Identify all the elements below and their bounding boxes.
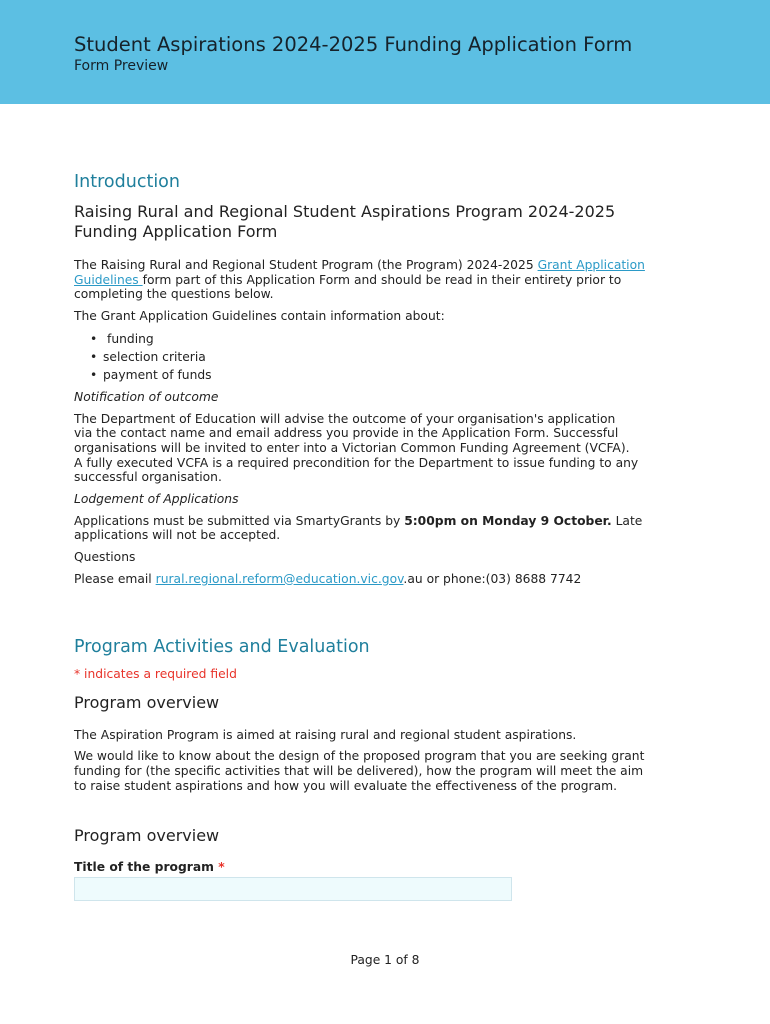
form-title: Student Aspirations 2024-2025 Funding Application Form — [74, 33, 633, 56]
text-line: A fully executed VCFA is a required precondition for the Department to issue funding to any — [74, 455, 639, 470]
required-asterisk: * — [218, 860, 225, 875]
text-line: organisations will be invited to enter into a Victorian Common Funding Agreement (VCFA). — [74, 440, 630, 455]
program-title — [74, 202, 684, 242]
guidelines-text-start: The Raising Rural and Regional Student Program (the Program) 2024-2025 — [74, 258, 538, 272]
list-item: • payment of funds — [90, 366, 684, 384]
form-content — [74, 170, 684, 901]
form-preview-label: Form Preview — [74, 58, 169, 74]
guidelines-text-end: completing the questions below. — [74, 287, 274, 302]
page-indicator: Page 1 of 8 — [350, 953, 420, 967]
lodgement-text-middle: Late — [611, 513, 643, 528]
field-label-text: Title of the program — [74, 860, 214, 875]
list-item: • funding — [90, 330, 684, 348]
grant-guidelines-link-part-2[interactable]: Guidelines — [74, 272, 143, 287]
notification-heading: Notification of outcome — [74, 389, 219, 404]
guidelines-paragraph — [74, 258, 684, 302]
lodgement-text-end: applications will not be accepted. — [74, 528, 281, 543]
introduction-heading: Introduction — [74, 172, 180, 192]
text-line: via the contact name and email address you provide in the Application Form. Successful — [74, 426, 619, 441]
contact-paragraph — [74, 572, 684, 587]
program-overview-details — [74, 749, 684, 793]
contact-email-link[interactable]: rural.regional.reform@education.vic.gov — [155, 571, 404, 586]
contact-phone-text: .au or phone:(03) 8688 7742 — [403, 571, 582, 586]
guidelines-topics-list — [74, 330, 684, 384]
list-item: • selection criteria — [90, 348, 684, 366]
header-banner — [0, 0, 770, 104]
program-title-line-2: Funding Application Form — [74, 222, 278, 241]
text-line: We would like to know about the design of the proposed program that you are seeking grant — [74, 749, 645, 764]
program-title-input[interactable] — [74, 877, 512, 901]
lodgement-text-start: Applications must be submitted via SmartyGrants by — [74, 513, 405, 528]
questions-label: Questions — [74, 550, 136, 565]
lodgement-deadline: 5:00pm on Monday 9 October. — [404, 513, 612, 528]
program-title-field-label — [74, 860, 684, 875]
program-activities-heading: Program Activities and Evaluation — [74, 636, 370, 657]
contact-text-start: Please email — [74, 571, 156, 586]
program-title-line-1: Raising Rural and Regional Student Aspirations Program 2024-2025 — [74, 202, 616, 221]
program-overview-section-heading: Program overview — [74, 826, 220, 846]
program-overview-heading: Program overview — [74, 692, 220, 712]
grant-guidelines-link-part-1[interactable]: Grant Application — [537, 258, 645, 272]
required-field-note: * indicates a required field — [74, 666, 237, 681]
text-line: funding for (the specific activities that will be delivered), how the program will meet the aim — [74, 763, 644, 778]
text-line: successful organisation. — [74, 470, 222, 485]
lodgement-heading: Lodgement of Applications — [74, 492, 239, 507]
guidelines-text-middle: form part of this Application Form and should be read in their entirety prior to — [142, 272, 622, 287]
text-line: to raise student aspirations and how you will evaluate the effectiveness of the program. — [74, 778, 618, 793]
program-overview-intro: The Aspiration Program is aimed at raising rural and regional student aspirations. — [74, 727, 577, 742]
text-line: The Department of Education will advise the outcome of your organisation's application — [74, 411, 616, 426]
guidelines-intro: The Grant Application Guidelines contain information about: — [74, 309, 445, 324]
lodgement-paragraph — [74, 514, 684, 543]
notification-paragraph — [74, 412, 684, 486]
